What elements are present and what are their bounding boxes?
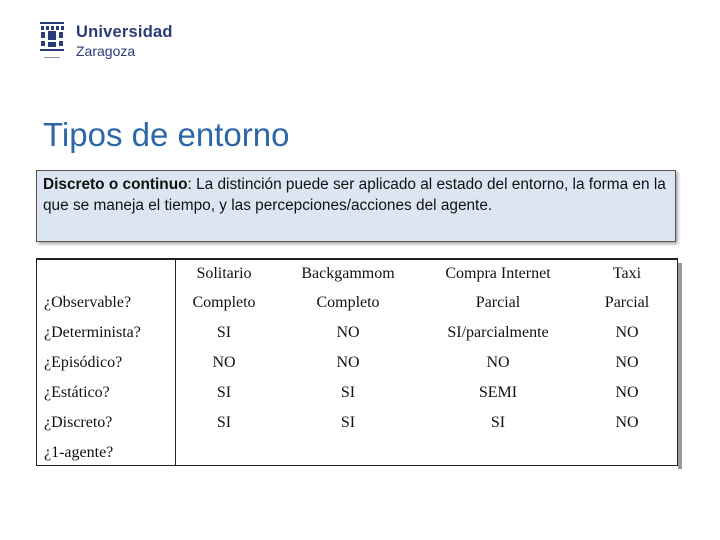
row-label-determinista: ¿Determinista?: [44, 324, 141, 341]
university-city: Zaragoza: [76, 43, 136, 59]
column-header-backgammom: Backgammom: [301, 265, 395, 282]
table-cell: Parcial: [604, 294, 650, 311]
column-header-compra-internet: Compra Internet: [445, 265, 551, 282]
table-cell: NO: [212, 354, 236, 371]
university-crest-icon: [38, 20, 66, 64]
definition-separator: :: [187, 176, 192, 193]
environment-table: [36, 258, 678, 466]
table-cell: SI: [216, 324, 232, 341]
table-column-divider: [175, 260, 176, 466]
table-cell: NO: [615, 324, 639, 341]
table-cell: SI: [490, 414, 506, 431]
definition-box: [36, 170, 676, 242]
table-cell: Parcial: [475, 294, 521, 311]
row-label-1-agente: ¿1-agente?: [44, 444, 114, 461]
row-label-episodico: ¿Episódico?: [44, 354, 123, 371]
university-logo: [38, 20, 178, 64]
table-cell: NO: [615, 384, 639, 401]
table-cell: NO: [615, 414, 639, 431]
table-cell: Completo: [316, 294, 380, 311]
column-header-taxi: Taxi: [612, 265, 642, 282]
table-cell: SI: [216, 414, 232, 431]
definition-term: Discreto o continuo: [43, 176, 188, 193]
table-cell: NO: [615, 354, 639, 371]
table-shadow: [678, 263, 682, 469]
row-label-observable: ¿Observable?: [44, 294, 132, 311]
table-cell: NO: [336, 354, 360, 371]
table-cell: SI/parcialmente: [447, 324, 549, 341]
table-cell: SI: [340, 384, 356, 401]
table-cell: SEMI: [478, 384, 518, 401]
table-cell: SI: [340, 414, 356, 431]
slide-title: Tipos de entorno: [43, 116, 290, 153]
definition-text: La distinción puede ser aplicado al estado del entorno, la forma en la que se maneja el tiempo, y las percepciones/acciones del agente.: [43, 176, 666, 214]
table-cell: SI: [216, 384, 232, 401]
row-label-discreto: ¿Discreto?: [44, 414, 113, 431]
table-cell: NO: [336, 324, 360, 341]
table-cell: Completo: [192, 294, 256, 311]
column-header-solitario: Solitario: [196, 265, 252, 282]
row-label-estatico: ¿Estático?: [44, 384, 110, 401]
university-name: Universidad: [76, 23, 173, 41]
table-cell: NO: [486, 354, 510, 371]
